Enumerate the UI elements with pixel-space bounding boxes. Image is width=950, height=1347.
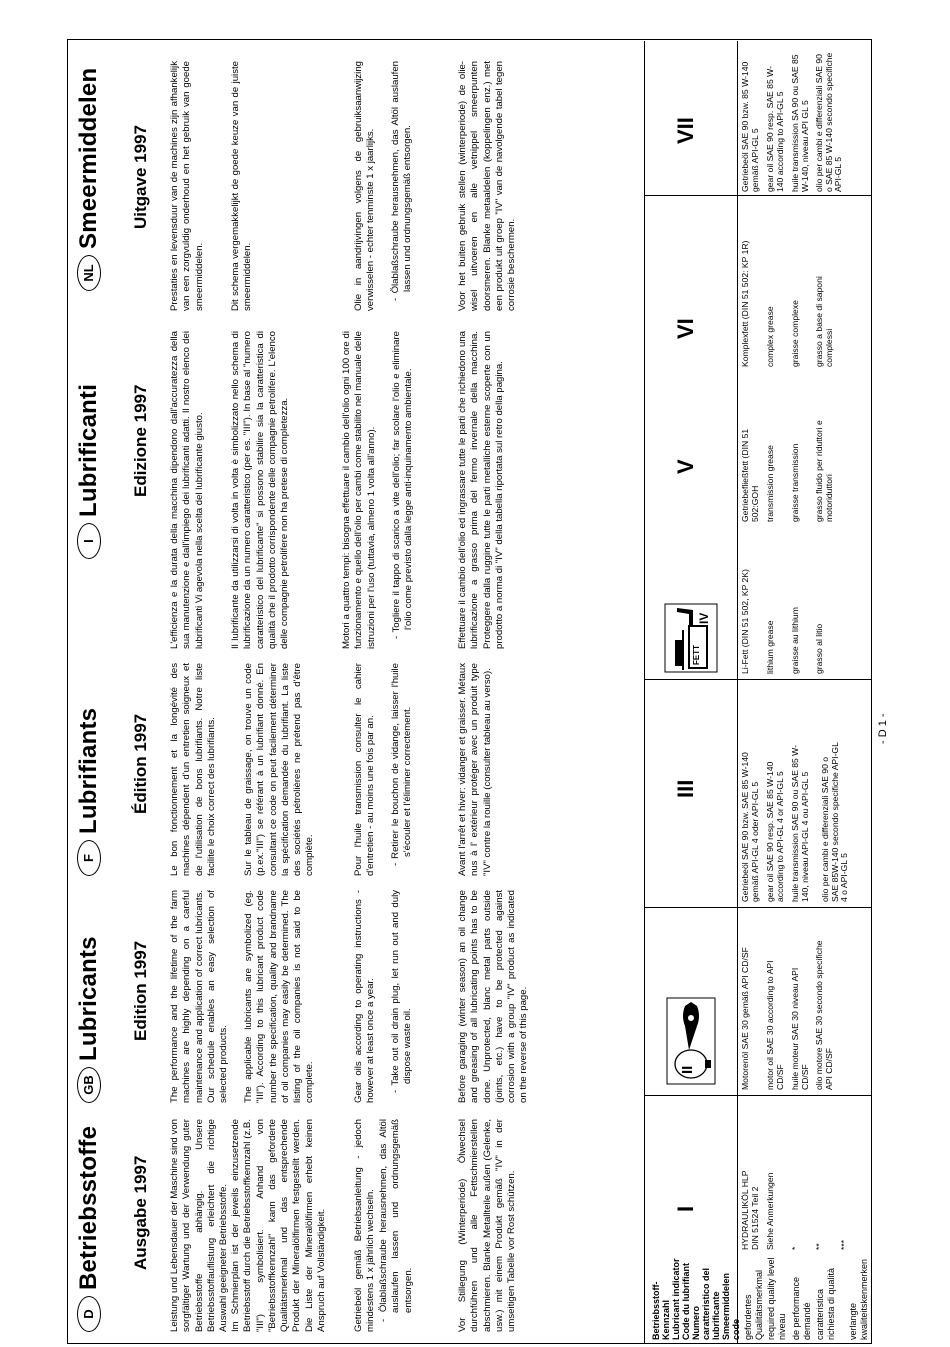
paragraph-gearoil-f: Pour l'huile transmission consulter le cahier d'entretien - au moins une fois par an. [353,663,377,876]
paragraph-intro-d: Leistung und Lebensdauer der Maschine sind von sorgfältiger Wartung und der Verwendung guter Betriebsstoffe abhängig. Unsere Betriebsstoffauflistung erleichtert die richtige Auswahl geeigneter Betriebsstoffe. [169,1119,230,1332]
group-vi-cell-0: Komplexfett (DIN 51 502: KP 1R) [740,240,750,367]
header-label-fr: Code du lubrifiant [681,1263,691,1340]
group-iii-cell-0: Getriebeöl SAE 90 bzw. SAE 85 W-140 gemäß API-GL 4 oder API-GL 5 [740,752,760,902]
grease-gun-label: FETT [692,645,701,665]
edition-i: Edizione 1997 [131,384,150,497]
group-i-cell-1: Siehe Anmerkungen [765,1172,775,1250]
group-ii-cell-1: motor oil SAE 30 according to API CD/SF [765,960,785,1090]
paragraph-symbols-f: Sur le tableau de graissage, on trouve un code (p.ex."III") se référant à un lubrifiant donné. En consultant ce code on peut facilement déterminer la spécification demandée du lubrifiant. La liste des sociétés pétrolières ne prétend pas d'être complète. [243,663,316,876]
edition-gb: Edition 1997 [131,940,150,1041]
group-vii [645,44,871,194]
group-iii-cell-3: olio per cambi e differenziali SAE 90 o SAE 85W-140 secondo specifiche API-GL 4 o API-GL 5 [820,742,850,902]
lang-badge-gb: GB [77,1067,101,1103]
divider [645,679,871,680]
paragraph-drain-f: - Retirer le bouchon de vidange, laisser l'huile s'écouler et l'éliminer correctement. [390,663,414,866]
group-i-cell-0: HYDRAULIKÖL HLP DIN 51524 Teil 2 [740,1170,760,1250]
paragraph-winter-f: Avant l'arrêt et hiver: vidanger et graisser. Métaux nus à l' extérieur protéger avec un produit type "IV" contre la rouille (consulter tableau au verso). [457,663,493,876]
paragraph-gearoil-i: Motori a quattro tempi: bisogna effettuare il cambio dell'olio ogni 100 ore di funzionamento e quello dell'olio per cambi come stabilito nel manuale delle istruzioni per l'uso (tuttavia, almeno 1 volta all'anno). [341,331,377,649]
group-vii-cell-1: gear oil SAE 90 resp. SAE 85 W-140 according to API-GL 5 [765,66,785,192]
paragraph-drain-d: - Ölablaßschraube herausnehmen, das Altöl auslaufen lassen und ordnungsgemäß entsorgen. [378,1119,414,1322]
paragraph-winter-i: Effettuare il cambio dell'olio ed ingrassare tutte le parti che richiedono una lubrificazione a grasso prima del fermo invernale della macchina. Proteggere dalla ruggine tutte le parti metalliche esterne scoperte con un prodotto a norma di "IV" della tabella riportata sul retro della pagina. [457,331,505,649]
roman-iv: IV [697,612,711,624]
group-iv-cell-3: grasso al litio [814,623,824,674]
paragraph-gearoil-d: Getriebeöl gemäß Betriebsanleitung - jedoch mindestens 1 x jährlich wechseln. [353,1119,377,1332]
grease-gun-icon [663,602,719,674]
column-i [67,319,649,649]
table-label-column [645,1254,871,1340]
lang-badge-d: D [77,1296,101,1332]
group-vi-cell-3: grasso a base di saponi complessi [814,276,834,367]
group-iv [645,528,871,678]
paragraph-winter-nl: Voor het buiten gebruik stellen (winterperiode) de olie-wisel uitvoeren en alle vetnippel smeerpunten doorsmeren. Blanke metaaldelen (koppelingen enz.) met een produkt uit groep "IV" van de navolgende tabel tegen corrosie beschermen. [457,61,518,311]
paragraph-intro-gb: The performance and the lifetime of the farm machines are highly depending on a careful maintenance and application of correct lubricants. Our schedule enables an easy selection of selected products. [169,890,230,1103]
paragraph-symbols-i: Il lubrificante da utilizzarsi di volta in volta è simbolizzato nello schema di lubrificazione da un numero caratteristico (per es. "III"). In base al "numero caratteristico del lubrificante" si possono stabilire sia la caratteristica di qualità che il prodotto corrispondente delle compagnie petrolifere. L'elenco delle compagnie petrolifere non ha pretese di completezza. [230,331,291,649]
roman-i: I [673,1205,698,1212]
column-title-gb: Lubricants [75,936,102,1061]
row-label-en: required quality level niveau [766,1257,787,1340]
header-label-en: Lubricant indicator [671,1258,681,1340]
paragraph-symbols-d: Im Schmierplan ist der jeweils einzusetzende Betriebsstoff durch die Betriebsstoffkennzahl (z.B. "III") symbolisiert. Anhand von "Betriebsstoffkennzahl" kann das geforderte Qualitätsmerkmal und das entsprechende Produkt der Mineralölfirmen festgestellt werden. Die Liste der Mineralölfirmen erhebt keinen Anspruch auf Vollständigkeit. [230,1119,328,1332]
group-ii-cell-2: huile moteur SAE 30 niveau API CD/SF [790,967,810,1090]
divider [645,1095,871,1096]
paragraph-choice-nl: Dit schema vergemakkelijkt de goede keuze van de juiste smeermiddelen. [230,61,254,311]
header-label-de: Betriebsstoff-Kennzahl [651,1281,671,1340]
group-v-cell-3: grasso fluido per riduttori e motoriduttori [814,420,834,522]
rotated-page-content [67,39,889,1344]
group-vii-cell-2: huile transmission SA 90 ou SAE 85 W-140, niveau API GL 5 [790,54,810,192]
header-label-it: Numero caratteristico del lubrificante [691,1267,721,1340]
edition-d: Ausgabe 1997 [131,1155,150,1270]
group-ii-cell-0: Motorenöl SAE 30 gemäß API CD/SF [740,947,750,1090]
divider [645,195,871,196]
column-nl [67,49,649,311]
group-iii [645,680,871,906]
edition-nl: Uitgave 1997 [131,125,150,229]
group-vi-cell-1: complex grease [765,306,775,367]
column-gb [67,878,649,1103]
paragraph-intro-f: Le bon fonctionnement et la longévité des machines dépendent d'un entretien soigneux et de l'utilisation de bons lubrifiants. Notre liste facilite le choix correct des lubrifiants. [169,663,217,876]
group-v-cell-0: Getriebefließfett (DIN 51 502:GOH [740,428,760,522]
paragraph-gearoil-gb: Gear oils according to operating instructions - however at least once a year. [353,890,377,1103]
paragraph-drain-nl: - Ölablaßschraube herausnehmen, das Altöl auslaufen lassen und ordnungsgemäß entsorgen. [390,61,414,301]
group-ii [645,904,871,1094]
column-d [67,1107,649,1332]
group-i-cell-2: * [790,1246,800,1250]
paragraph-drain-gb: - Take out oil drain plug, let run out and duly dispose waste oil. [390,890,414,1093]
group-iv-cell-2: graisse au lithium [790,607,800,674]
paragraph-symbols-gb: The applicable lubricants are symbolized (eg. "III"). According to this lubricant product code number the specification, quality and brandname of oil companies may easily be determined. The listing of the oil companies is not said to be complete. [243,890,316,1103]
edition-f: Édition 1997 [131,713,150,814]
divider [645,907,871,908]
column-title-nl: Smeermiddelen [75,67,102,249]
group-ii-cell-3: olio motore SAE 30 secondo specifiche API CD/SF [814,940,834,1090]
group-v-cell-1: transmission grease [765,445,775,522]
group-iv-cell-1: lithium grease [765,620,775,674]
roman-iii: III [673,779,698,798]
lang-badge-nl: NL [77,255,101,291]
group-vi [645,240,871,369]
lang-badge-f: F [77,840,101,876]
column-f [67,651,649,876]
group-iii-cell-1: gear oil SAE 90 resp. SAE 85 W-140 according to API-GL 4 or API-GL 5 [765,761,785,902]
column-title-i: Lubrificanti [75,383,102,517]
group-vi-cell-2: graisse complexe [790,300,800,367]
row-label-nl: verlangte kwaliteitskenmerken [848,1258,869,1340]
row-label-fr: de performance demandé [791,1276,812,1340]
header-label-nl: Smeermiddelen code [721,1272,741,1340]
page-number: - D 1 - [877,713,889,744]
group-i-cell-3: ** [814,1243,824,1250]
roman-v: V [673,459,698,474]
roman-vi: VI [673,318,698,339]
lubricant-table [644,41,871,1344]
paragraph-winter-gb: Before garaging (winter season) an oil change and greasing of all lubricating points has to be done. Unprotected, blanc metal parts outside (joints, etc.) have to be protected against corrosion with a group "IV" product as indicated on the reverse of this page. [457,890,530,1103]
group-iv-cell-0: Li-Fett (DIN 51 502, KP 2K) [740,569,750,674]
group-i-cell-4: *** [839,1239,849,1250]
group-iii-cell-2: huile transmission SAE 90 ou SAE 85 W-140, niveau API-GL 4 ou API-GL 5 [790,745,810,902]
group-i [645,1160,871,1252]
roman-ii: II [679,1065,696,1074]
group-vii-cell-3: olio per cambi e differenziali SAE 90 o SAE 85 W-140 secondo specifiche API-GL 5 [814,52,844,192]
paragraph-drain-i: - Togliere il tappo di scarico a vite dell'olio; far scolare l'olio e eliminare l'olio come previsto dalla legge anti-inquinamento ambientale. [391,331,415,639]
column-title-d: Betriebsstoffe [75,1125,102,1290]
paragraph-intro-nl: Prestaties en levensduur van de machines zijn afhankelijk van een zorgvuldig onderhoud en het gebruik van goede smeermiddelen. [169,61,205,311]
lang-badge-i: I [77,523,101,559]
group-v-cell-2: graisse transmission [790,443,800,522]
roman-vii: VII [673,117,698,144]
row-label-de: gefordertes Qualitätsmerkmal [743,1269,764,1340]
group-vii-cell-0: Getriebeöl SAE 90 bzw. 85 W-140 gemäß API-GL 5 [740,61,760,192]
paragraph-winter-d: Vor Stillegung (Winterperiode) Ölwechsel durchführen und alle Fettschmierstellen abschmieren. Blanke Metallteile außen (Gelenke, usw.) mit einem Produkt gemäß "IV" in der umseitigen Tabelle vor Rost schützen. [457,1119,518,1332]
paragraph-gearoil-nl: Olie in aandrijvingen volgens de gebruiksaanwijzing verwisselen - echter tenminste 1 x jaarlijks. [353,61,377,311]
paragraph-intro-i: L'efficienza e la durata della macchina dipendono dall'accuratezza della sua manutenzione e dall'impiego dei lubrificanti adatti. Il nostro elenco dei lubrificanti Vi agevola nella scelta del lubrificante giusto. [169,331,205,649]
row-label-it: caratteristica richiesta di qualità [815,1267,836,1340]
group-v [645,404,871,524]
column-title-f: Lubrifiants [75,707,102,834]
